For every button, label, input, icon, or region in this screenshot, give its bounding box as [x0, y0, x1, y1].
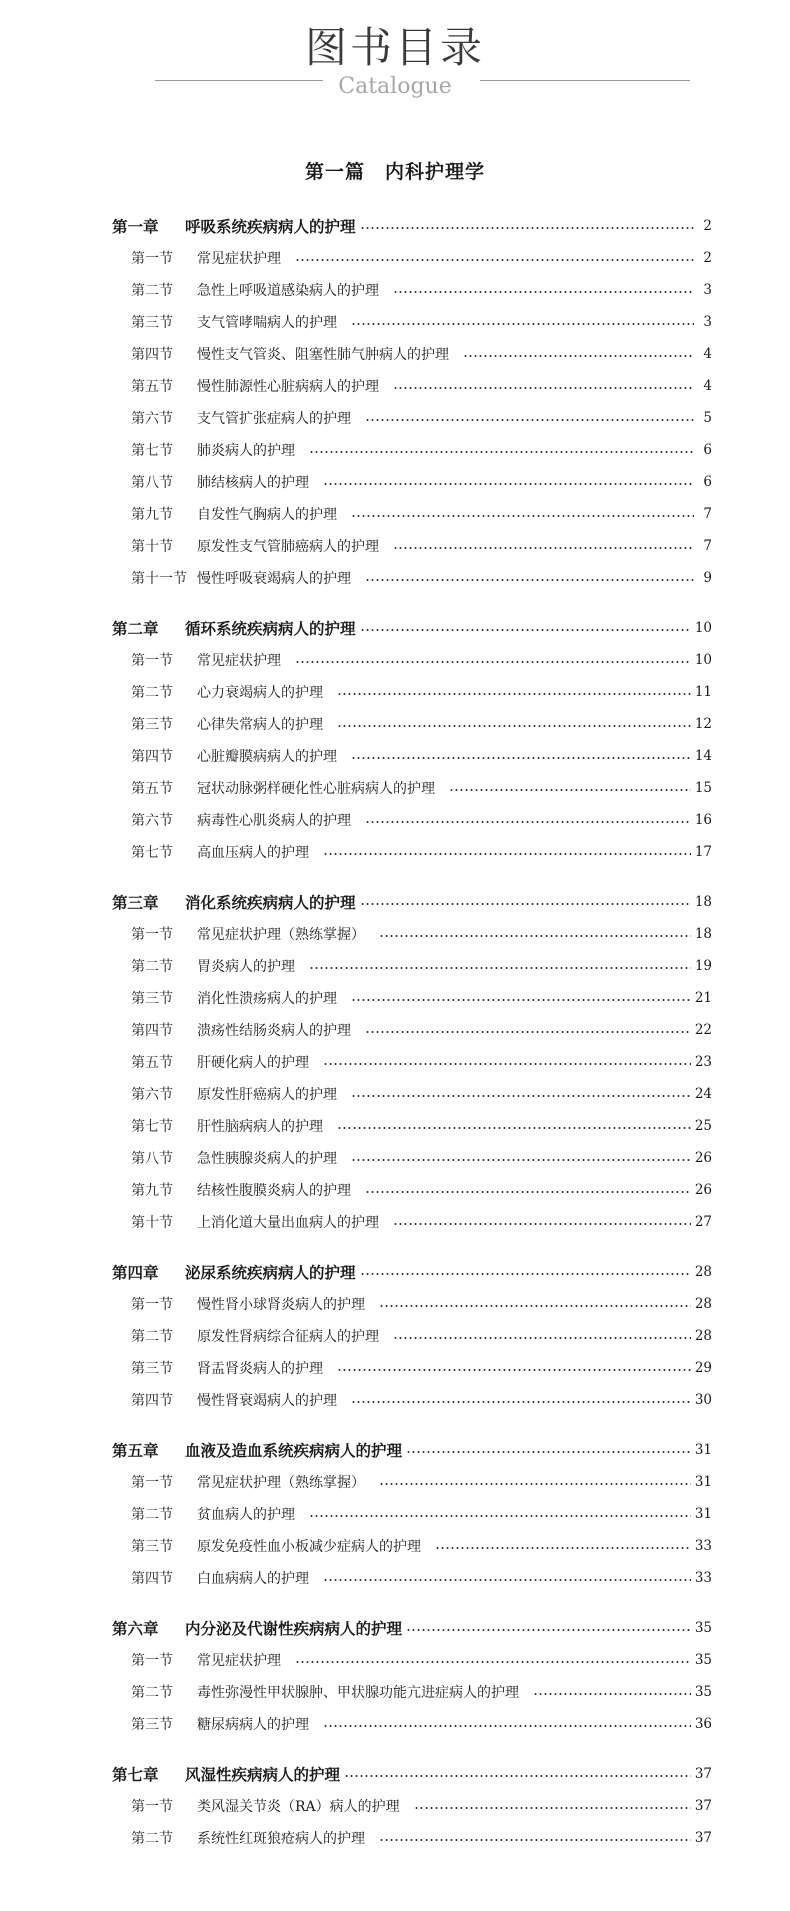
section-page-number: 22	[694, 1022, 712, 1038]
dot-leader	[351, 999, 691, 1001]
dot-leader	[351, 1401, 691, 1403]
section-number: 第十节	[131, 1215, 173, 1231]
section-row-5-4[interactable]	[112, 1562, 712, 1594]
section-page-number: 17	[694, 844, 712, 860]
chapter-page-number: 35	[694, 1620, 712, 1636]
section-number: 第七节	[131, 1119, 173, 1135]
section-number: 第一节	[131, 1799, 173, 1815]
chapter-spacer	[112, 1594, 712, 1612]
chapter-spacer	[112, 1238, 712, 1256]
section-number: 第九节	[131, 507, 173, 523]
chapter-page-number: 28	[694, 1264, 712, 1280]
chapter-row-1[interactable]	[112, 210, 712, 242]
dot-leader	[360, 227, 694, 229]
section-title: 支气管哮喘病人的护理	[197, 315, 337, 331]
chapter-row-4[interactable]	[112, 1256, 712, 1288]
section-page-number: 26	[694, 1150, 712, 1166]
section-number: 第二节	[131, 685, 173, 701]
dot-leader	[360, 629, 691, 631]
section-page-number: 7	[703, 506, 712, 522]
dot-leader	[360, 903, 691, 905]
chapter-number: 第七章	[112, 1766, 159, 1784]
section-title: 心脏瓣膜病病人的护理	[197, 749, 337, 765]
section-page-number: 15	[694, 780, 712, 796]
section-row-1-6[interactable]	[112, 402, 712, 434]
section-number: 第一节	[131, 927, 173, 943]
section-title: 原发性支气管肺癌病人的护理	[197, 539, 379, 555]
section-number: 第一节	[131, 1475, 173, 1491]
section-row-2-3[interactable]	[112, 708, 712, 740]
section-page-number: 6	[703, 474, 712, 490]
chapter-row-5[interactable]	[112, 1434, 712, 1466]
section-title: 心律失常病人的护理	[197, 717, 323, 733]
chapter-number: 第一章	[112, 218, 159, 236]
section-row-3-3[interactable]	[112, 982, 712, 1014]
section-number: 第八节	[131, 1151, 173, 1167]
section-title: 冠状动脉粥样硬化性心脏病病人的护理	[197, 781, 435, 797]
section-number: 第二节	[131, 283, 173, 299]
dot-leader	[309, 967, 691, 969]
section-page-number: 19	[694, 958, 712, 974]
section-number: 第二节	[131, 1685, 173, 1701]
section-page-number: 28	[694, 1328, 712, 1344]
dot-leader	[365, 1031, 691, 1033]
dot-leader	[323, 1063, 691, 1065]
dot-leader	[393, 1223, 691, 1225]
section-page-number: 33	[694, 1538, 712, 1554]
section-row-4-1[interactable]	[112, 1288, 712, 1320]
dot-leader	[344, 1775, 691, 1777]
section-number: 第四节	[131, 1023, 173, 1039]
section-row-2-5[interactable]	[112, 772, 712, 804]
dot-leader	[365, 579, 694, 581]
chapter-page-number: 2	[703, 218, 712, 234]
dot-leader	[323, 853, 691, 855]
section-number: 第一节	[131, 251, 173, 267]
section-page-number: 4	[703, 346, 712, 362]
section-title: 常见症状护理	[197, 1653, 281, 1669]
section-number: 第四节	[131, 347, 173, 363]
section-title: 自发性气胸病人的护理	[197, 507, 337, 523]
section-row-3-5[interactable]	[112, 1046, 712, 1078]
section-title: 原发性肝癌病人的护理	[197, 1087, 337, 1103]
dot-leader	[406, 1451, 691, 1453]
section-number: 第二节	[131, 1831, 173, 1847]
section-number: 第四节	[131, 749, 173, 765]
dot-leader	[351, 1095, 691, 1097]
chapter-title: 泌尿系统疾病病人的护理	[185, 1264, 356, 1282]
dot-leader	[351, 515, 694, 517]
section-row-3-7[interactable]	[112, 1110, 712, 1142]
section-page-number: 10	[694, 652, 712, 668]
dot-leader	[365, 419, 694, 421]
chapter-page-number: 37	[694, 1766, 712, 1782]
section-row-4-3[interactable]	[112, 1352, 712, 1384]
section-page-number: 24	[694, 1086, 712, 1102]
catalogue-header	[0, 0, 790, 110]
chapter-row-3[interactable]	[112, 886, 712, 918]
section-row-4-2[interactable]	[112, 1320, 712, 1352]
dot-leader	[365, 1191, 691, 1193]
section-title: 肺炎病人的护理	[197, 443, 295, 459]
chapter-number: 第六章	[112, 1620, 159, 1638]
section-row-2-6[interactable]	[112, 804, 712, 836]
part-title: 第一篇 内科护理学	[304, 161, 485, 183]
section-number: 第六节	[131, 1087, 173, 1103]
dot-leader	[533, 1693, 691, 1695]
section-number: 第八节	[131, 475, 173, 491]
section-row-1-3[interactable]	[112, 306, 712, 338]
section-page-number: 16	[694, 812, 712, 828]
section-title: 原发性肾病综合征病人的护理	[197, 1329, 379, 1345]
section-page-number: 30	[694, 1392, 712, 1408]
section-page-number: 29	[694, 1360, 712, 1376]
dot-leader	[309, 451, 694, 453]
section-number: 第四节	[131, 1571, 173, 1587]
chapter-title: 循环系统疾病病人的护理	[185, 620, 356, 638]
section-title: 高血压病人的护理	[197, 845, 309, 861]
section-row-1-1[interactable]	[112, 242, 712, 274]
dot-leader	[295, 661, 691, 663]
dot-leader	[337, 1127, 691, 1129]
section-title: 上消化道大量出血病人的护理	[197, 1215, 379, 1231]
section-number: 第六节	[131, 813, 173, 829]
chapter-page-number: 31	[694, 1442, 712, 1458]
dot-leader	[379, 1483, 691, 1485]
section-page-number: 33	[694, 1570, 712, 1586]
section-title: 肾盂肾炎病人的护理	[197, 1361, 323, 1377]
section-title: 慢性肺源性心脏病病人的护理	[197, 379, 379, 395]
table-of-contents	[112, 210, 712, 1854]
dot-leader	[337, 693, 691, 695]
section-title: 白血病病人的护理	[197, 1571, 309, 1587]
section-title: 肺结核病人的护理	[197, 475, 309, 491]
section-row-1-10[interactable]	[112, 530, 712, 562]
section-page-number: 37	[694, 1830, 712, 1846]
section-title: 心力衰竭病人的护理	[197, 685, 323, 701]
section-row-6-1[interactable]	[112, 1644, 712, 1676]
section-page-number: 18	[694, 926, 712, 942]
section-number: 第九节	[131, 1183, 173, 1199]
section-page-number: 21	[694, 990, 712, 1006]
section-page-number: 23	[694, 1054, 712, 1070]
dot-leader	[406, 1629, 691, 1631]
dot-leader	[351, 757, 691, 759]
chapter-page-number: 10	[694, 620, 712, 636]
section-title: 类风湿关节炎（RA）病人的护理	[197, 1799, 400, 1815]
section-title: 常见症状护理（熟练掌握）	[197, 927, 365, 943]
dot-leader	[365, 821, 691, 823]
dot-leader	[323, 483, 694, 485]
dot-leader	[449, 789, 691, 791]
chapter-spacer	[112, 594, 712, 612]
section-page-number: 27	[694, 1214, 712, 1230]
section-page-number: 37	[694, 1798, 712, 1814]
section-page-number: 9	[703, 570, 712, 586]
section-row-2-4[interactable]	[112, 740, 712, 772]
section-number: 第一节	[131, 1297, 173, 1313]
dot-leader	[379, 935, 691, 937]
chapter-title: 风湿性疾病病人的护理	[185, 1766, 341, 1784]
section-page-number: 35	[694, 1652, 712, 1668]
section-title: 结核性腹膜炎病人的护理	[197, 1183, 351, 1199]
section-title: 急性上呼吸道感染病人的护理	[197, 283, 379, 299]
section-number: 第七节	[131, 443, 173, 459]
section-row-5-1[interactable]	[112, 1466, 712, 1498]
section-row-7-1[interactable]	[112, 1790, 712, 1822]
chapter-number: 第五章	[112, 1442, 159, 1460]
section-page-number: 7	[703, 538, 712, 554]
section-row-3-1[interactable]	[112, 918, 712, 950]
dot-leader	[309, 1515, 691, 1517]
section-number: 第二节	[131, 1329, 173, 1345]
section-page-number: 3	[703, 314, 712, 330]
dot-leader	[393, 1337, 691, 1339]
section-page-number: 4	[703, 378, 712, 394]
dot-leader	[323, 1579, 691, 1581]
dot-leader	[379, 1839, 691, 1841]
section-number: 第三节	[131, 1539, 173, 1555]
section-title: 慢性肾衰竭病人的护理	[197, 1393, 337, 1409]
dot-leader	[337, 725, 691, 727]
dot-leader	[351, 1159, 691, 1161]
section-row-2-7[interactable]	[112, 836, 712, 868]
section-number: 第五节	[131, 379, 173, 395]
chapter-number: 第四章	[112, 1264, 159, 1282]
section-row-3-2[interactable]	[112, 950, 712, 982]
section-number: 第五节	[131, 1055, 173, 1071]
section-title: 糖尿病病人的护理	[197, 1717, 309, 1733]
section-page-number: 28	[694, 1296, 712, 1312]
dot-leader	[393, 387, 694, 389]
section-page-number: 31	[694, 1474, 712, 1490]
section-title: 慢性支气管炎、阻塞性肺气肿病人的护理	[197, 347, 449, 363]
section-row-3-8[interactable]	[112, 1142, 712, 1174]
section-page-number: 25	[694, 1118, 712, 1134]
section-row-3-9[interactable]	[112, 1174, 712, 1206]
section-number: 第一节	[131, 653, 173, 669]
section-title: 病毒性心肌炎病人的护理	[197, 813, 351, 829]
section-row-5-2[interactable]	[112, 1498, 712, 1530]
chapter-row-6[interactable]	[112, 1612, 712, 1644]
page-title: 图书目录	[304, 23, 485, 72]
chapter-row-2[interactable]	[112, 612, 712, 644]
section-number: 第二节	[131, 959, 173, 975]
section-row-2-2[interactable]	[112, 676, 712, 708]
section-row-1-4[interactable]	[112, 338, 712, 370]
section-page-number: 12	[694, 716, 712, 732]
section-number: 第三节	[131, 1717, 173, 1733]
section-title: 肝性脑病病人的护理	[197, 1119, 323, 1135]
dot-leader	[295, 259, 694, 261]
section-page-number: 6	[703, 442, 712, 458]
dot-leader	[323, 1725, 691, 1727]
section-title: 支气管扩张症病人的护理	[197, 411, 351, 427]
chapter-title: 呼吸系统疾病病人的护理	[185, 218, 356, 236]
section-title: 毒性弥漫性甲状腺肿、甲状腺功能亢进症病人的护理	[197, 1685, 519, 1701]
section-title: 常见症状护理	[197, 251, 281, 267]
chapter-title: 消化系统疾病病人的护理	[185, 894, 356, 912]
dot-leader	[393, 547, 694, 549]
section-row-3-6[interactable]	[112, 1078, 712, 1110]
section-row-1-9[interactable]	[112, 498, 712, 530]
section-row-1-11[interactable]	[112, 562, 712, 594]
section-page-number: 31	[694, 1506, 712, 1522]
section-title: 系统性红斑狼疮病人的护理	[197, 1831, 365, 1847]
section-row-5-3[interactable]	[112, 1530, 712, 1562]
section-title: 常见症状护理	[197, 653, 281, 669]
section-number: 第三节	[131, 717, 173, 733]
dot-leader	[337, 1369, 691, 1371]
section-page-number: 36	[694, 1716, 712, 1732]
section-number: 第七节	[131, 845, 173, 861]
section-row-6-3[interactable]	[112, 1708, 712, 1740]
chapter-spacer	[112, 1740, 712, 1758]
dot-leader	[414, 1807, 691, 1809]
section-row-7-2[interactable]	[112, 1822, 712, 1854]
section-title: 肝硬化病人的护理	[197, 1055, 309, 1071]
section-page-number: 5	[703, 410, 712, 426]
section-number: 第十一节	[131, 571, 187, 587]
section-number: 第一节	[131, 1653, 173, 1669]
section-row-1-5[interactable]	[112, 370, 712, 402]
dot-leader	[351, 323, 694, 325]
chapter-page-number: 18	[694, 894, 712, 910]
section-row-1-7[interactable]	[112, 434, 712, 466]
section-number: 第五节	[131, 781, 173, 797]
chapter-title: 内分泌及代谢性疾病病人的护理	[185, 1620, 403, 1638]
section-page-number: 26	[694, 1182, 712, 1198]
dot-leader	[295, 1661, 691, 1663]
section-title: 原发免疫性血小板减少症病人的护理	[197, 1539, 421, 1555]
section-row-1-2[interactable]	[112, 274, 712, 306]
dot-leader	[393, 291, 694, 293]
section-number: 第十节	[131, 539, 173, 555]
section-title: 贫血病人的护理	[197, 1507, 295, 1523]
section-page-number: 11	[694, 684, 712, 700]
section-number: 第三节	[131, 315, 173, 331]
section-title: 消化性溃疡病人的护理	[197, 991, 337, 1007]
section-title: 急性胰腺炎病人的护理	[197, 1151, 337, 1167]
section-title: 慢性肾小球肾炎病人的护理	[197, 1297, 365, 1313]
section-page-number: 3	[703, 282, 712, 298]
section-number: 第三节	[131, 991, 173, 1007]
section-page-number: 14	[694, 748, 712, 764]
chapter-row-7[interactable]	[112, 1758, 712, 1790]
dot-leader	[360, 1273, 691, 1275]
section-number: 第六节	[131, 411, 173, 427]
section-row-4-4[interactable]	[112, 1384, 712, 1416]
section-title: 慢性呼吸衰竭病人的护理	[197, 571, 351, 587]
section-title: 溃疡性结肠炎病人的护理	[197, 1023, 351, 1039]
chapter-spacer	[112, 1416, 712, 1434]
dot-leader	[463, 355, 694, 357]
chapter-number: 第三章	[112, 894, 159, 912]
section-title: 常见症状护理（熟练掌握）	[197, 1475, 365, 1491]
section-row-2-1[interactable]	[112, 644, 712, 676]
section-page-number: 35	[694, 1684, 712, 1700]
section-row-1-8[interactable]	[112, 466, 712, 498]
chapter-spacer	[112, 868, 712, 886]
section-number: 第四节	[131, 1393, 173, 1409]
page-subtitle: Catalogue	[338, 74, 452, 99]
dot-leader	[379, 1305, 691, 1307]
section-number: 第二节	[131, 1507, 173, 1523]
section-number: 第三节	[131, 1361, 173, 1377]
section-title: 胃炎病人的护理	[197, 959, 295, 975]
dot-leader	[435, 1547, 691, 1549]
chapter-title: 血液及造血系统疾病病人的护理	[185, 1442, 403, 1460]
section-row-3-10[interactable]	[112, 1206, 712, 1238]
chapter-number: 第二章	[112, 620, 159, 638]
section-row-3-4[interactable]	[112, 1014, 712, 1046]
section-row-6-2[interactable]	[112, 1676, 712, 1708]
section-page-number: 2	[703, 250, 712, 266]
